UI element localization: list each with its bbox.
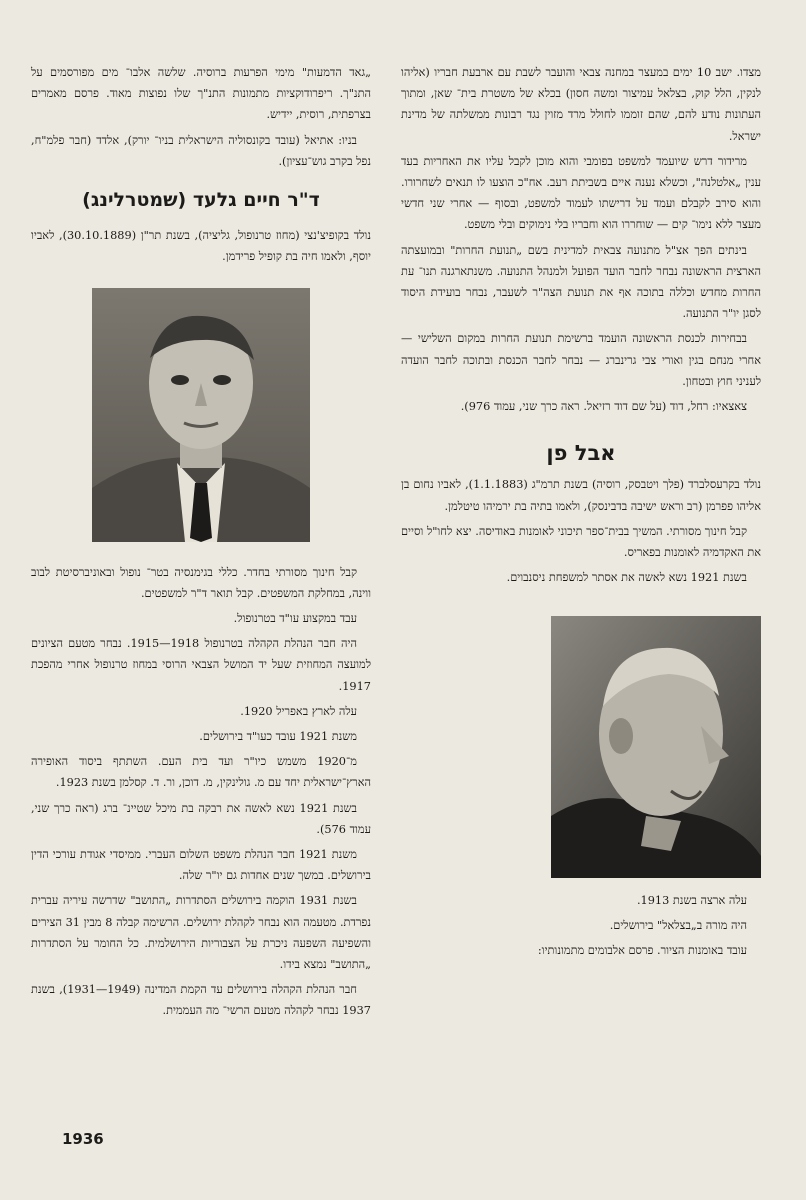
entry-heading-gilad: ד"ר חיים גלעד (שמטרלינג)	[82, 189, 320, 212]
paragraph: קבל חינוך מסורתי. המשיך בבית־ספר תיכוני לאומנות באודיסה. יצא לחו"ל וסיים את האקדמיה לאומנות בפאריס.	[401, 524, 761, 560]
paragraph: קבל חינוך מסורתי בחדר. כללי בגימנסיה בטר־ נופול ובאוניברסיטת לבוב ווינה, במחלקת המשפטים. קבל תואר ד"ר למשפטים.	[31, 565, 371, 600]
paragraph: מ־1920 משמש כיו"ר ועד בית העם. השתתף ביסוד האופירה הארץ־ישראלית יחד עם מ. גולינקין, מ. דוכן, ור. ד. קסלמן בשנת 1923.	[31, 755, 371, 790]
paragraph: בבחירות לכנסת הראשונה הועמד ברשימת תנועת החרות במקום השלישי — אחרי מנחם בגין ואורי צבי גרינברג — נבחר לחבר הכנסת ובתוכה לחבר הועדה לעניני חוץ ובטחון.	[401, 332, 761, 388]
paragraph: עלה לארץ באפריל 1920.	[240, 704, 357, 718]
paragraph: מרידור דרש שיועמד למשפט בפומבי והוא מוכן לקבל עליו את האחריות בעד ענין „אלטלנה", וכשלא נענה איים בשביתת רעב. אח"כ הוצעו לו תנאים לשחרורו. והוא סירב לקבלם ועמד על דרישתו לעמוד למשפט, ובסוף — אחרי שני חדשי מעצר ללא נימו־ קים — שוחררו הוא וחבריו בלי נימוקים ובלי משפט.	[401, 154, 762, 232]
page-number: 1936	[62, 1130, 104, 1148]
caption-line: היה מורה ב„בצלאל" בירושלים.	[609, 919, 747, 933]
portrait-illustration	[551, 616, 761, 878]
paragraph: בניו: אתיאל (עובד בקונסוליה הישראלית בניו־ יורק), אלדד (חבר פלמ"ח, נפל בקרב גוש־עציון).	[31, 133, 371, 168]
paragraph: היה חבר הנהלת הקהלה בטרנופול 1918—1915. נבחר מטעם הציונים למועצה המחוזית שעל יד המושל הצבאי הרוסי במחוז טרנופול אחרי מהפכת 1917.	[31, 637, 371, 693]
entry-heading-pen: אבל פן	[546, 441, 616, 466]
paragraph: משנת 1921 עובד כעו"ד בירושלים.	[199, 730, 357, 744]
portrait-illustration	[92, 288, 310, 542]
paragraph: בשנת 1931 הוקמה בירושלים הסתדרות „התושב" שדרשה עיריה עברית נפרדת. מטעמה הוא נבחר לקהלת ירושלים. הרשימה קבלה 8 מבין 31 הצירים והשפיעה השפעה ניכרת על הצבוריות הירושלמית. כל החומר על הסתדרות „התושב" נמצא בידו.	[31, 894, 371, 972]
paragraph: „גאד הדמעות" מימי הפרעות ברוסיה. שלשה אלבו־ מים מפורסמים על התנ"ך. ריפרודוקציות מתמונות התנ"ך שלו נפוצות מאוד. פרסם מאמרים בצרפתית, רוסית, יידיש.	[31, 66, 371, 122]
left-column	[31, 62, 371, 1026]
paragraph: עבד במקצוע עו"ד בטרנופול.	[233, 612, 357, 626]
portrait-photo-gilad	[92, 288, 310, 542]
paragraph: בינתים הפך אצ"ל מתנועה צבאית למדינית בשם „תנועת החרות" ובמועצתה הארצית הראשונה נבחר לחבר הועד הפועל ולמנהל התנועה. משנתארגנה תנו־ עת החרות מחדש וכללה בתוכה אף את תנועת הצה"ר לשעבר, נבחר בועידת היסוד לסגן יו"ר התנועה.	[401, 243, 761, 321]
paragraph: נולד בקרעסלברד (פלך ויטבסק, רוסיה) בשנת תרמ"ג (1.1.1883), לאביו נחום בן אליהו פפרמן (רב וראש ישיבה בדבינסק), ולאמו בתיה בת ירמיהו טיטלמן.	[401, 478, 761, 513]
paragraph: צאצאיו: רחל, דוד (על שם דוד רזיאל. ראה כרך שני, עמוד 976).	[460, 400, 747, 414]
paragraph: בשנת 1921 נשא לאשה את אסתר למשפחת ניסנבוים.	[506, 571, 747, 585]
right-column	[401, 62, 761, 965]
caption-line: עובד באומנות הציור. פרסם אלבומים מתמונותיו:	[537, 944, 747, 958]
paragraph: מצדו. ישב 10 ימים במעצר במחנה צבאי והועבר לשבת עם ארבעת חבריו (אליהו לנקין, הלל קוק, בצלאל עמיצור ומשה חסון) בכלא של משטרת בית־ שאן, ומתוך העתונות נודע להם, שהם זוממו לחולל מרד מזוין נגד רבונות ממשלתה של מדינת ישראל.	[401, 66, 761, 143]
paragraph: נולד בקופיצ'נצי (מחוז טרנופול, גליציה), בשנת תר"ן (30.10.1889), לאביו יוסף, ולאמו חיה בת קופיל פרידמן.	[31, 229, 371, 264]
portrait-photo-pen	[551, 616, 761, 878]
paragraph: בשנת 1921 נשא לאשה את רבקה בת מיכל שטיינ־ ברג (ראה כרך שני, עמוד 576).	[31, 801, 371, 836]
paragraph: משנת 1921 חבר הנהלת משפט השלום העברי. ממיסדי אגודת עורכי הדין בירושלים. במשך שנים אחדות גם יו"ר שלה.	[31, 848, 371, 883]
caption-line: עלה ארצה בשנת 1913.	[636, 894, 747, 908]
paragraph: חבר הנהלת הקהלה בירושלים עד הקמת המדינה (1949—1931), בשנת 1937 נבחר לקהלה מטעם הרשי־ מה העממית.	[31, 983, 371, 1018]
